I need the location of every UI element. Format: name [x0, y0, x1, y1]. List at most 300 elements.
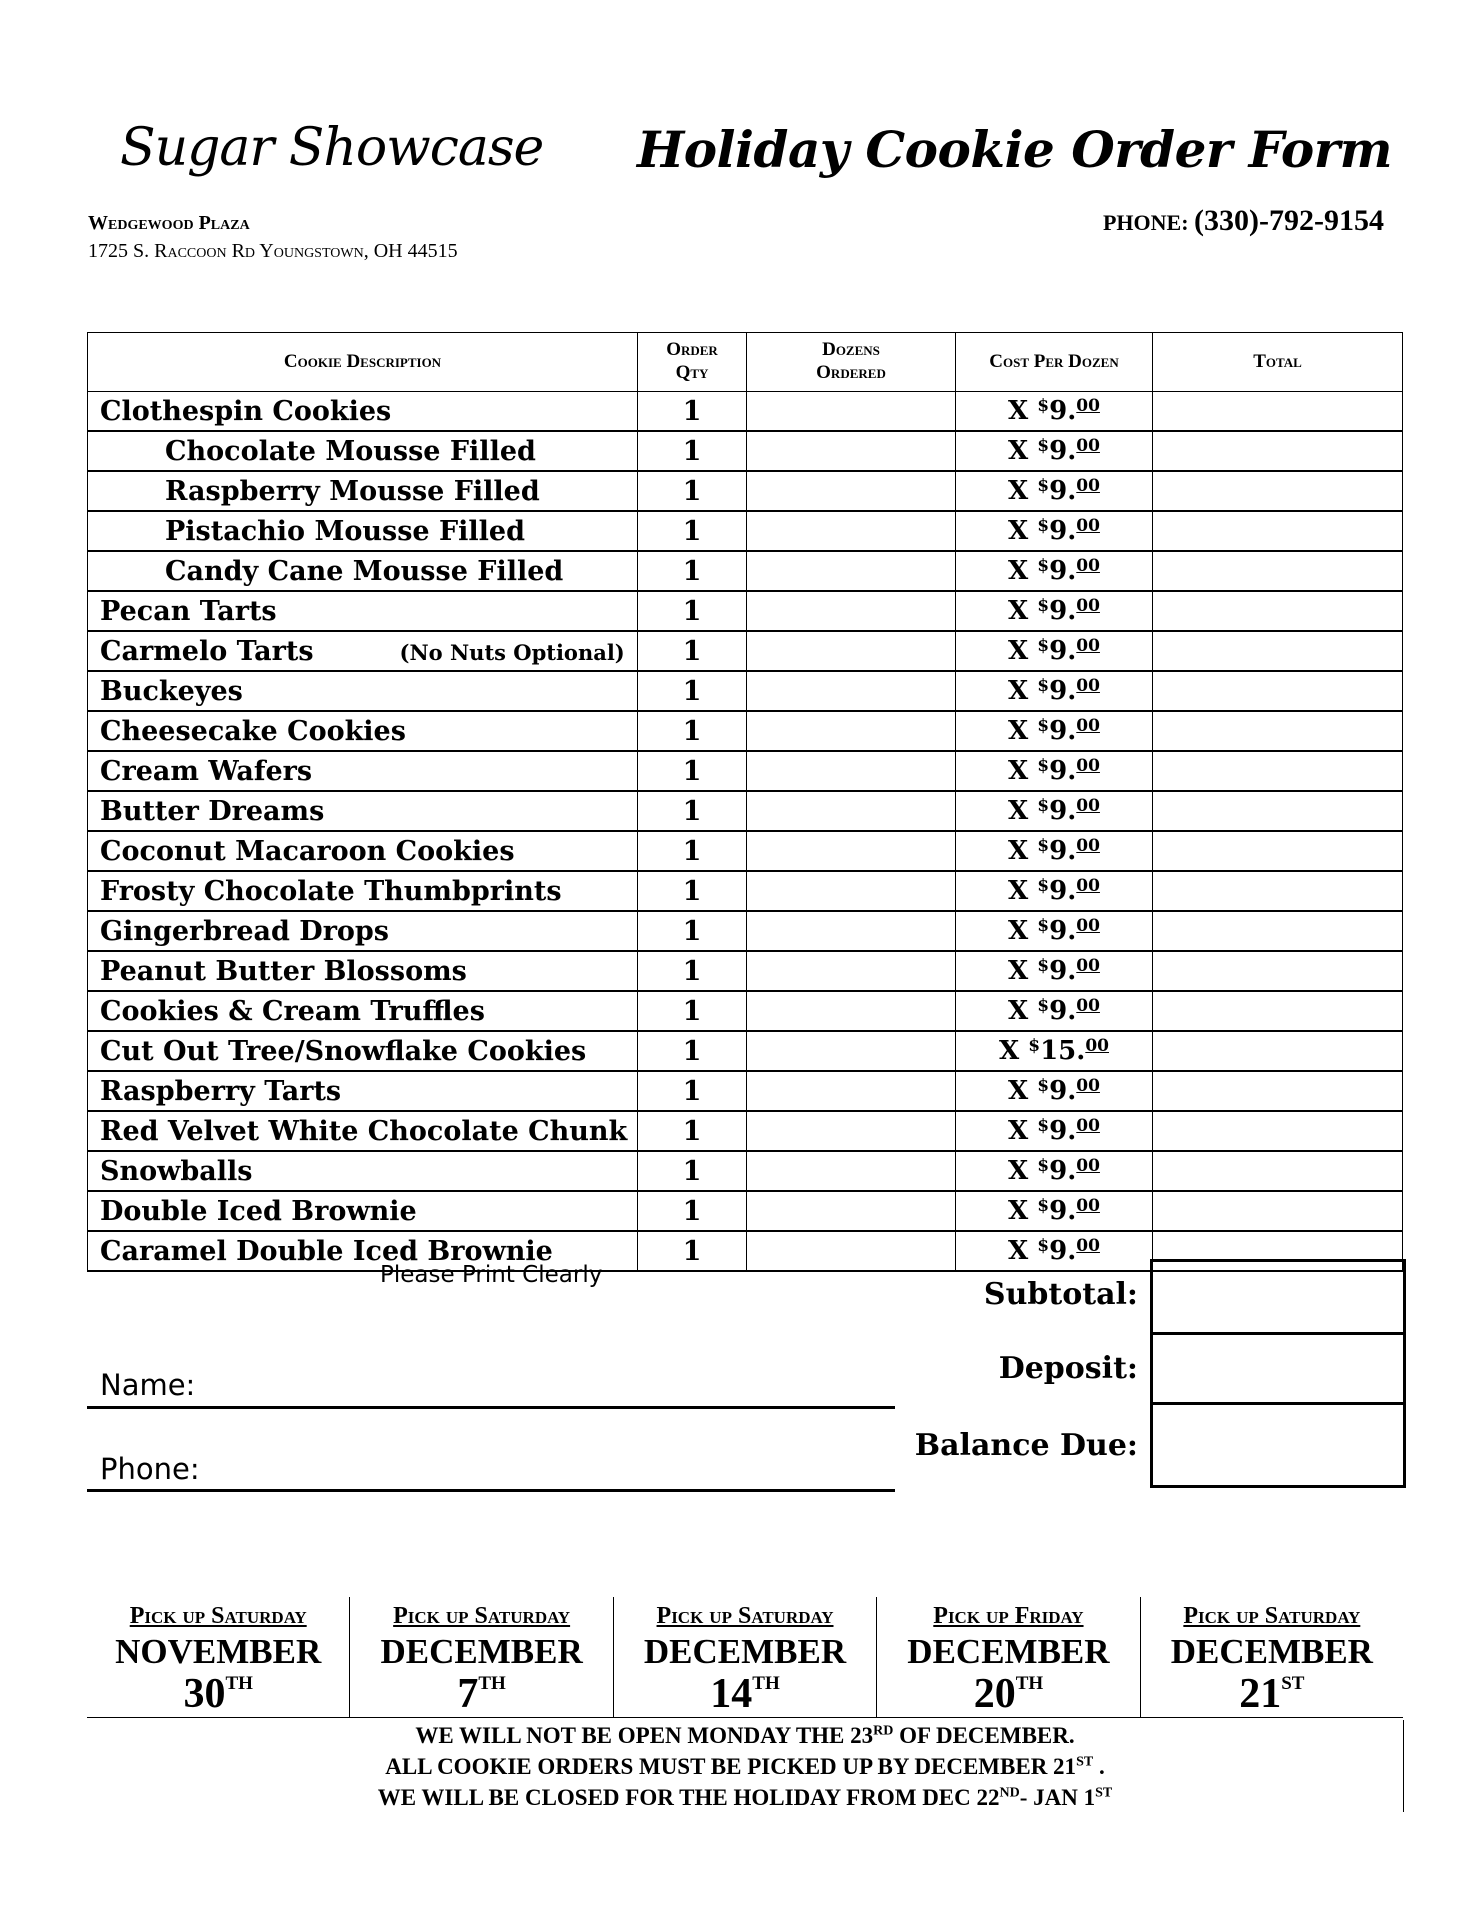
multiply-mark: X	[999, 1036, 1020, 1066]
multiply-mark: X	[1008, 1076, 1029, 1106]
cookie-description	[88, 471, 638, 511]
table-row	[88, 871, 1403, 911]
cost-per-dozen	[956, 911, 1153, 951]
currency-symbol: $	[1037, 716, 1050, 736]
multiply-mark: X	[1008, 1156, 1029, 1186]
header-dozens-line2: Ordered	[816, 362, 886, 383]
dozens-ordered-field[interactable]	[747, 631, 956, 671]
price-value: 9.	[1049, 436, 1077, 466]
currency-symbol: $	[1037, 396, 1050, 416]
dozens-ordered-field[interactable]	[747, 991, 956, 1031]
table-row	[88, 591, 1403, 631]
cookie-description	[88, 711, 638, 751]
currency-symbol: $	[1037, 916, 1050, 936]
price-cents: 00	[1076, 1156, 1100, 1176]
table-row	[88, 1071, 1403, 1111]
cookie-description	[88, 1191, 638, 1231]
pickup-day-number	[87, 1672, 349, 1716]
pickup-day-number	[1141, 1672, 1403, 1716]
dozens-ordered-field[interactable]	[747, 1231, 956, 1271]
notice-3-sup1: ND	[999, 1785, 1020, 1801]
cookie-name: Raspberry Mousse Filled	[165, 475, 540, 507]
total-field[interactable]	[1153, 711, 1403, 751]
total-field[interactable]	[1153, 671, 1403, 711]
price-cents: 00	[1076, 436, 1100, 456]
dozens-ordered-field[interactable]	[747, 1111, 956, 1151]
pickup-date-number: 30	[183, 1671, 226, 1717]
cookie-name: Chocolate Mousse Filled	[165, 435, 536, 467]
total-field[interactable]	[1153, 1151, 1403, 1191]
total-field[interactable]	[1153, 631, 1403, 671]
pickup-day: Pick up Saturday	[1183, 1603, 1361, 1629]
dozens-ordered-field[interactable]	[747, 511, 956, 551]
pickup-month: NOVEMBER	[115, 1632, 322, 1671]
order-qty: 1	[638, 711, 747, 751]
table-row	[88, 471, 1403, 511]
order-qty: 1	[638, 392, 747, 432]
pickup-month: DECEMBER	[643, 1632, 847, 1671]
dozens-ordered-field[interactable]	[747, 1031, 956, 1071]
cookie-description	[88, 911, 638, 951]
dozens-ordered-field[interactable]	[747, 871, 956, 911]
header-dozens-ordered	[747, 333, 956, 392]
price-cents: 00	[1076, 516, 1100, 536]
deposit-box[interactable]	[1150, 1332, 1406, 1405]
cookie-name: Cream Wafers	[100, 755, 313, 787]
currency-symbol: $	[1037, 516, 1050, 536]
notice-3a: WE WILL BE CLOSED FOR THE HOLIDAY FROM DEC 22	[377, 1785, 1000, 1810]
cookie-name: Frosty Chocolate Thumbprints	[100, 875, 562, 907]
multiply-mark: X	[1008, 996, 1029, 1026]
order-qty: 1	[638, 751, 747, 791]
cost-per-dozen	[956, 951, 1153, 991]
table-header-row	[88, 333, 1403, 392]
cost-per-dozen	[956, 1031, 1153, 1071]
price-cents: 00	[1076, 756, 1100, 776]
cost-per-dozen	[956, 1071, 1153, 1111]
dozens-ordered-field[interactable]	[747, 591, 956, 631]
pickup-date-suffix: TH	[478, 1673, 506, 1694]
pickup-date-suffix: TH	[752, 1673, 780, 1694]
total-field[interactable]	[1153, 511, 1403, 551]
cookie-description	[88, 1151, 638, 1191]
cost-per-dozen	[956, 671, 1153, 711]
multiply-mark: X	[1008, 1196, 1029, 1226]
price-cents: 00	[1076, 556, 1100, 576]
pickup-date	[613, 1597, 876, 1717]
pickup-day: Pick up Saturday	[656, 1603, 834, 1629]
price-value: 9.	[1049, 1156, 1077, 1186]
price-cents: 00	[1076, 1196, 1100, 1216]
header-order-qty-line1: Order	[666, 339, 718, 361]
price-value: 9.	[1049, 836, 1077, 866]
table-row	[88, 631, 1403, 671]
multiply-mark: X	[1008, 636, 1029, 666]
dozens-ordered-field[interactable]	[747, 671, 956, 711]
currency-symbol: $	[1037, 476, 1050, 496]
multiply-mark: X	[1008, 916, 1029, 946]
order-qty: 1	[638, 551, 747, 591]
table-row	[88, 711, 1403, 751]
price-cents: 00	[1076, 1236, 1100, 1256]
cost-per-dozen	[956, 431, 1153, 471]
multiply-mark: X	[1008, 476, 1029, 506]
cost-per-dozen	[956, 511, 1153, 551]
price-value: 9.	[1049, 396, 1077, 426]
currency-symbol: $	[1037, 836, 1050, 856]
total-field[interactable]	[1153, 591, 1403, 631]
cost-per-dozen	[956, 1111, 1153, 1151]
cookie-description	[88, 392, 638, 432]
cookie-name: Snowballs	[100, 1155, 253, 1187]
pickup-date-suffix: TH	[1015, 1673, 1044, 1694]
order-qty: 1	[638, 991, 747, 1031]
header-total: Total	[1153, 333, 1403, 392]
currency-symbol: $	[1037, 996, 1050, 1016]
price-value: 9.	[1049, 1196, 1077, 1226]
dozens-ordered-field[interactable]	[747, 551, 956, 591]
cookie-name: Pistachio Mousse Filled	[165, 515, 525, 547]
cost-per-dozen	[956, 791, 1153, 831]
pickup-date	[876, 1597, 1139, 1717]
cookie-description	[88, 551, 638, 591]
multiply-mark: X	[1008, 836, 1029, 866]
table-row	[88, 392, 1403, 432]
header-order-qty	[638, 333, 747, 392]
table-row	[88, 1111, 1403, 1151]
cost-per-dozen	[956, 631, 1153, 671]
table-row	[88, 1151, 1403, 1191]
cost-per-dozen	[956, 991, 1153, 1031]
table-row	[88, 1031, 1403, 1071]
cookie-description	[88, 1031, 638, 1071]
price-cents: 00	[1076, 1076, 1100, 1096]
cookie-name: Carmelo Tarts	[100, 635, 314, 667]
notice-line-1	[87, 1720, 1403, 1751]
dozens-ordered-field[interactable]	[747, 831, 956, 871]
currency-symbol: $	[1037, 636, 1050, 656]
total-field[interactable]	[1153, 431, 1403, 471]
currency-symbol: $	[1037, 756, 1050, 776]
pickup-date	[87, 1597, 349, 1717]
cookie-name: Clothespin Cookies	[100, 395, 392, 427]
multiply-mark: X	[1008, 396, 1029, 426]
table-row	[88, 911, 1403, 951]
table-row	[88, 1191, 1403, 1231]
notice-2b: .	[1093, 1754, 1105, 1779]
order-qty: 1	[638, 431, 747, 471]
currency-symbol: $	[1037, 876, 1050, 896]
price-value: 9.	[1049, 756, 1077, 786]
total-field[interactable]	[1153, 991, 1403, 1031]
pickup-day: Pick up Friday	[933, 1603, 1084, 1629]
store-notices	[87, 1720, 1404, 1812]
cookie-description	[88, 431, 638, 471]
brand-logo: Sugar Showcase	[120, 118, 544, 178]
price-cents: 00	[1076, 996, 1100, 1016]
balance-due-label: Balance Due:	[914, 1428, 1138, 1463]
dozens-ordered-field[interactable]	[747, 1071, 956, 1111]
price-value: 9.	[1049, 876, 1077, 906]
total-field[interactable]	[1153, 551, 1403, 591]
balance-due-box[interactable]	[1150, 1405, 1406, 1488]
cookie-name: Buckeyes	[100, 675, 243, 707]
total-field[interactable]	[1153, 791, 1403, 831]
pickup-date-number: 20	[973, 1671, 1016, 1717]
price-value: 9.	[1049, 636, 1077, 666]
cost-per-dozen	[956, 392, 1153, 432]
currency-symbol: $	[1037, 1076, 1050, 1096]
cookie-name: Cheesecake Cookies	[100, 715, 406, 747]
order-qty: 1	[638, 911, 747, 951]
total-field[interactable]	[1153, 471, 1403, 511]
phone-label: PHONE:	[1102, 210, 1189, 235]
currency-symbol: $	[1028, 1036, 1041, 1056]
dozens-ordered-field[interactable]	[747, 711, 956, 751]
store-address: 1725 S. Raccoon Rd Youngstown, OH 44515	[88, 240, 458, 262]
cookie-name: Cut Out Tree/Snowflake Cookies	[100, 1035, 587, 1067]
pickup-day: Pick up Saturday	[393, 1603, 571, 1629]
cookie-description	[88, 631, 638, 671]
cost-per-dozen	[956, 1151, 1153, 1191]
order-qty: 1	[638, 511, 747, 551]
total-field[interactable]	[1153, 1031, 1403, 1071]
cookie-name: Cookies & Cream Truffles	[100, 995, 485, 1027]
price-cents: 00	[1076, 716, 1100, 736]
multiply-mark: X	[1008, 556, 1029, 586]
price-cents: 00	[1076, 396, 1100, 416]
price-value: 9.	[1049, 476, 1077, 506]
pickup-date-number: 14	[710, 1671, 753, 1717]
multiply-mark: X	[1008, 596, 1029, 626]
header-cost-per-dozen: Cost Per Dozen	[956, 333, 1153, 392]
multiply-mark: X	[1008, 516, 1029, 546]
price-value: 9.	[1049, 956, 1077, 986]
order-qty: 1	[638, 1231, 747, 1271]
cookie-note: (No Nuts Optional)	[399, 639, 625, 665]
currency-symbol: $	[1037, 676, 1050, 696]
price-cents: 00	[1076, 956, 1100, 976]
order-qty: 1	[638, 1071, 747, 1111]
currency-symbol: $	[1037, 956, 1050, 976]
header-cookie-description: Cookie Description	[88, 333, 638, 392]
notice-2-sup: ST	[1076, 1754, 1094, 1770]
cookie-description	[88, 1071, 638, 1111]
currency-symbol: $	[1037, 436, 1050, 456]
form-title: Holiday Cookie Order Form	[636, 120, 1392, 179]
table-row	[88, 671, 1403, 711]
currency-symbol: $	[1037, 1116, 1050, 1136]
phone-number: (330)-792-9154	[1194, 204, 1384, 237]
dozens-ordered-field[interactable]	[747, 751, 956, 791]
multiply-mark: X	[1008, 876, 1029, 906]
order-qty: 1	[638, 631, 747, 671]
pickup-day-number	[614, 1672, 876, 1716]
currency-symbol: $	[1037, 1236, 1050, 1256]
price-cents: 00	[1076, 876, 1100, 896]
notice-line-3	[87, 1782, 1403, 1813]
pickup-date-suffix: TH	[225, 1673, 253, 1694]
dozens-ordered-field[interactable]	[747, 911, 956, 951]
cookie-name: Coconut Macaroon Cookies	[100, 835, 515, 867]
notice-1-sup: RD	[873, 1723, 894, 1739]
print-clearly-note: Please Print Clearly	[380, 1262, 603, 1288]
pickup-month: DECEMBER	[907, 1632, 1110, 1671]
multiply-mark: X	[1008, 1116, 1029, 1146]
phone-field-label: Phone:	[100, 1452, 200, 1486]
total-field[interactable]	[1153, 1111, 1403, 1151]
pickup-date-number: 7	[457, 1671, 479, 1717]
price-cents: 00	[1076, 1116, 1100, 1136]
order-qty: 1	[638, 951, 747, 991]
price-value: 9.	[1049, 1236, 1077, 1266]
pickup-date-number: 21	[1239, 1671, 1282, 1717]
total-field[interactable]	[1153, 911, 1403, 951]
cookie-description	[88, 951, 638, 991]
multiply-mark: X	[1008, 956, 1029, 986]
cost-per-dozen	[956, 551, 1153, 591]
price-value: 9.	[1049, 596, 1077, 626]
multiply-mark: X	[1008, 796, 1029, 826]
table-row	[88, 431, 1403, 471]
pickup-day-number	[350, 1672, 612, 1716]
cookie-name: Butter Dreams	[100, 795, 325, 827]
price-cents: 00	[1076, 796, 1100, 816]
price-value: 9.	[1049, 1116, 1077, 1146]
header-order-qty-line2: Qty	[675, 362, 709, 383]
total-field[interactable]	[1153, 1191, 1403, 1231]
pickup-date	[1140, 1597, 1403, 1717]
price-cents: 00	[1076, 836, 1100, 856]
order-qty: 1	[638, 1111, 747, 1151]
total-field[interactable]	[1153, 951, 1403, 991]
name-field[interactable]	[87, 1406, 895, 1409]
cookie-description	[88, 791, 638, 831]
cost-per-dozen	[956, 711, 1153, 751]
multiply-mark: X	[1008, 436, 1029, 466]
table-row	[88, 511, 1403, 551]
table-row	[88, 951, 1403, 991]
price-cents: 00	[1076, 676, 1100, 696]
subtotal-label: Subtotal:	[983, 1277, 1138, 1312]
cookie-description	[88, 871, 638, 911]
cookie-name: Peanut Butter Blossoms	[100, 955, 467, 987]
cookie-name: Red Velvet White Chocolate Chunk	[100, 1115, 628, 1147]
pickup-date	[349, 1597, 612, 1717]
price-value: 9.	[1049, 916, 1077, 946]
price-value: 9.	[1049, 716, 1077, 746]
table-row	[88, 831, 1403, 871]
price-cents: 00	[1076, 916, 1100, 936]
price-value: 9.	[1049, 556, 1077, 586]
cookie-name: Gingerbread Drops	[100, 915, 390, 947]
cost-per-dozen	[956, 1231, 1153, 1271]
cookie-description	[88, 831, 638, 871]
dozens-ordered-field[interactable]	[747, 392, 956, 432]
notice-3b: - JAN 1	[1019, 1785, 1096, 1810]
dozens-ordered-field[interactable]	[747, 951, 956, 991]
price-cents: 00	[1076, 596, 1100, 616]
subtotal-box[interactable]	[1150, 1259, 1406, 1335]
order-qty: 1	[638, 1191, 747, 1231]
total-field[interactable]	[1153, 751, 1403, 791]
header-dozens-line1: Dozens	[822, 339, 880, 361]
order-qty: 1	[638, 1031, 747, 1071]
notice-2a: ALL COOKIE ORDERS MUST BE PICKED UP BY DECEMBER 21	[385, 1754, 1077, 1779]
price-value: 9.	[1049, 996, 1077, 1026]
order-rows	[88, 392, 1403, 1272]
pickup-day-number	[877, 1672, 1139, 1716]
order-qty: 1	[638, 831, 747, 871]
cost-per-dozen	[956, 751, 1153, 791]
order-qty: 1	[638, 671, 747, 711]
cost-per-dozen	[956, 471, 1153, 511]
order-table	[87, 332, 1403, 1272]
cookie-description	[88, 591, 638, 631]
plaza-name: Wedgewood Plaza	[88, 212, 250, 234]
notice-1a: WE WILL NOT BE OPEN MONDAY THE 23	[415, 1723, 874, 1748]
total-field[interactable]	[1153, 1071, 1403, 1111]
table-row	[88, 551, 1403, 591]
order-qty: 1	[638, 471, 747, 511]
currency-symbol: $	[1037, 1196, 1050, 1216]
price-cents: 00	[1076, 476, 1100, 496]
multiply-mark: X	[1008, 1236, 1029, 1266]
dozens-ordered-field[interactable]	[747, 431, 956, 471]
total-field[interactable]	[1153, 871, 1403, 911]
price-cents: 00	[1085, 1036, 1109, 1056]
dozens-ordered-field[interactable]	[747, 791, 956, 831]
pickup-dates	[87, 1597, 1403, 1718]
multiply-mark: X	[1008, 716, 1029, 746]
cost-per-dozen	[956, 831, 1153, 871]
dozens-ordered-field[interactable]	[747, 1191, 956, 1231]
price-value: 9.	[1049, 796, 1077, 826]
cookie-description	[88, 991, 638, 1031]
currency-symbol: $	[1037, 556, 1050, 576]
cookie-name: Double Iced Brownie	[100, 1195, 417, 1227]
cookie-description	[88, 751, 638, 791]
price-cents: 00	[1076, 636, 1100, 656]
pickup-month: DECEMBER	[380, 1632, 583, 1671]
table-row	[88, 791, 1403, 831]
cookie-description	[88, 511, 638, 551]
deposit-label: Deposit:	[998, 1351, 1138, 1386]
currency-symbol: $	[1037, 1156, 1050, 1176]
notice-1b: OF DECEMBER.	[893, 1723, 1075, 1748]
order-qty: 1	[638, 1151, 747, 1191]
notice-line-2	[87, 1751, 1403, 1782]
pickup-day: Pick up Saturday	[129, 1603, 307, 1629]
multiply-mark: X	[1008, 756, 1029, 786]
total-field[interactable]	[1153, 831, 1403, 871]
phone-field[interactable]	[87, 1489, 895, 1492]
cookie-name: Candy Cane Mousse Filled	[165, 555, 564, 587]
cost-per-dozen	[956, 591, 1153, 631]
dozens-ordered-field[interactable]	[747, 1151, 956, 1191]
cookie-description	[88, 671, 638, 711]
currency-symbol: $	[1037, 796, 1050, 816]
store-phone	[1103, 204, 1384, 238]
currency-symbol: $	[1037, 596, 1050, 616]
price-value: 15.	[1040, 1036, 1086, 1066]
order-qty: 1	[638, 791, 747, 831]
table-row	[88, 751, 1403, 791]
price-value: 9.	[1049, 676, 1077, 706]
cookie-name: Raspberry Tarts	[100, 1075, 342, 1107]
total-field[interactable]	[1153, 392, 1403, 432]
dozens-ordered-field[interactable]	[747, 471, 956, 511]
